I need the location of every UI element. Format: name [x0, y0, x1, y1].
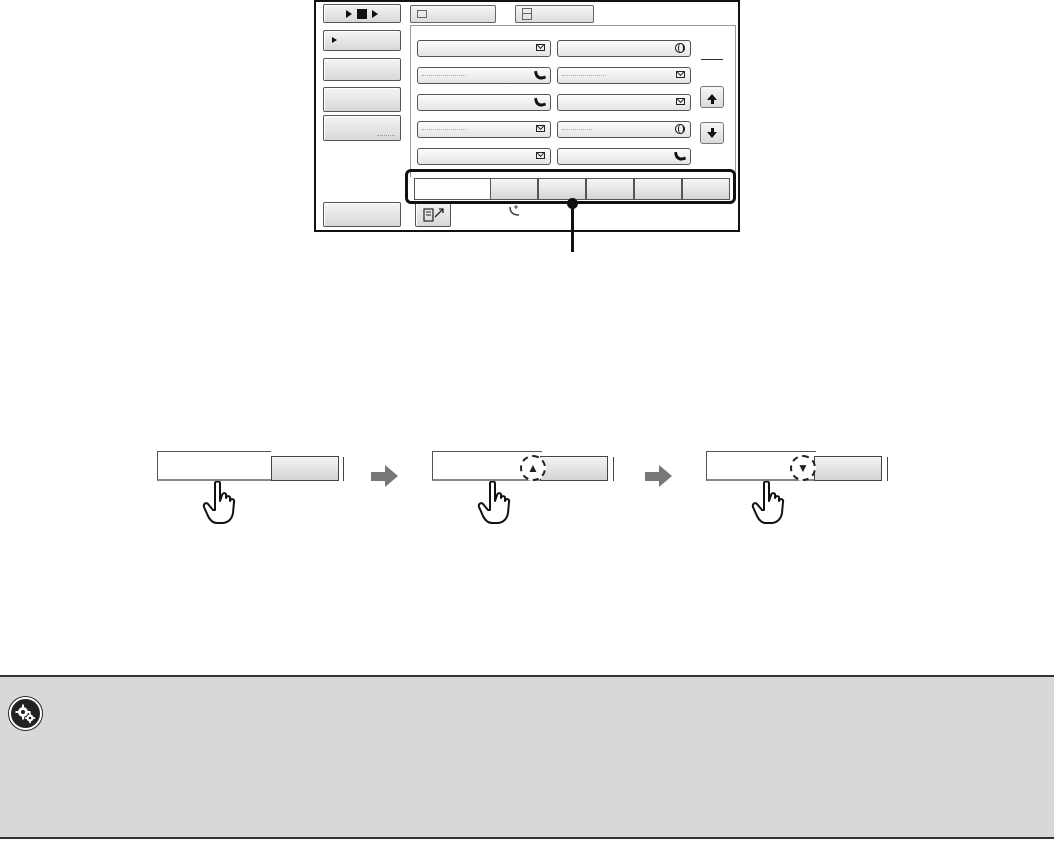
fax-icon: [508, 205, 522, 217]
address-entry[interactable]: [557, 121, 691, 138]
address-entry[interactable]: [417, 40, 551, 57]
address-review-button[interactable]: [415, 202, 451, 227]
address-entry[interactable]: [417, 67, 551, 84]
side-button-4[interactable]: [323, 115, 401, 141]
address-entry[interactable]: [417, 148, 551, 165]
scroll-down-button[interactable]: [700, 122, 724, 144]
side-button-1[interactable]: [323, 30, 401, 51]
bottom-left-button[interactable]: [323, 202, 401, 227]
address-list-area: [410, 25, 736, 177]
envelope-icon: [536, 44, 545, 51]
play-icon: [332, 37, 337, 43]
mode-toggle-button[interactable]: [323, 4, 401, 23]
top-tab-2[interactable]: [515, 5, 594, 23]
envelope-icon: [536, 125, 545, 132]
storage-icon: [522, 8, 532, 20]
address-entry[interactable]: [557, 67, 691, 84]
envelope-icon: [417, 10, 427, 18]
address-entry[interactable]: [417, 121, 551, 138]
selected-index-tab[interactable]: [157, 451, 271, 481]
sequence-step-1: [157, 451, 357, 531]
pointing-hand-icon: [476, 481, 526, 529]
pointing-hand-icon: [750, 481, 800, 529]
pointing-hand-icon: [201, 481, 251, 529]
right-arrow-icon: [371, 465, 397, 487]
address-review-icon: [418, 204, 448, 224]
sequence-step-3: [706, 451, 906, 531]
phone-icon: [674, 150, 686, 162]
sequence-step-2: [432, 451, 632, 531]
top-tab-1[interactable]: [410, 5, 496, 23]
page-indicator: [701, 59, 723, 60]
play-icon: [346, 10, 352, 18]
index-tab[interactable]: [271, 456, 339, 481]
side-button-2[interactable]: [323, 58, 401, 81]
phone-icon: [534, 96, 546, 108]
arrow-down-icon: [707, 132, 717, 138]
address-entry[interactable]: [417, 94, 551, 111]
envelope-icon: [536, 152, 545, 159]
arrow-up-icon: [707, 94, 717, 100]
scroll-up-button[interactable]: [700, 86, 724, 108]
globe-icon: [675, 124, 685, 134]
sort-marker: ▼: [790, 455, 816, 481]
right-arrow-icon: [645, 465, 671, 487]
index-tab[interactable]: [814, 456, 882, 481]
side-button-3[interactable]: [323, 87, 401, 112]
envelope-icon: [676, 98, 685, 105]
play-icon: [372, 10, 378, 18]
sort-marker: ▲: [520, 455, 546, 481]
address-entry[interactable]: [557, 148, 691, 165]
system-settings-note: [0, 675, 1054, 839]
settings-gear-icon: [9, 697, 42, 730]
index-tab[interactable]: [540, 456, 608, 481]
address-entry[interactable]: [557, 94, 691, 111]
globe-icon: [675, 43, 685, 53]
envelope-icon: [676, 71, 685, 78]
address-entry[interactable]: [557, 40, 691, 57]
phone-icon: [534, 69, 546, 81]
callout-line: [571, 202, 574, 252]
stop-icon: [357, 9, 367, 19]
